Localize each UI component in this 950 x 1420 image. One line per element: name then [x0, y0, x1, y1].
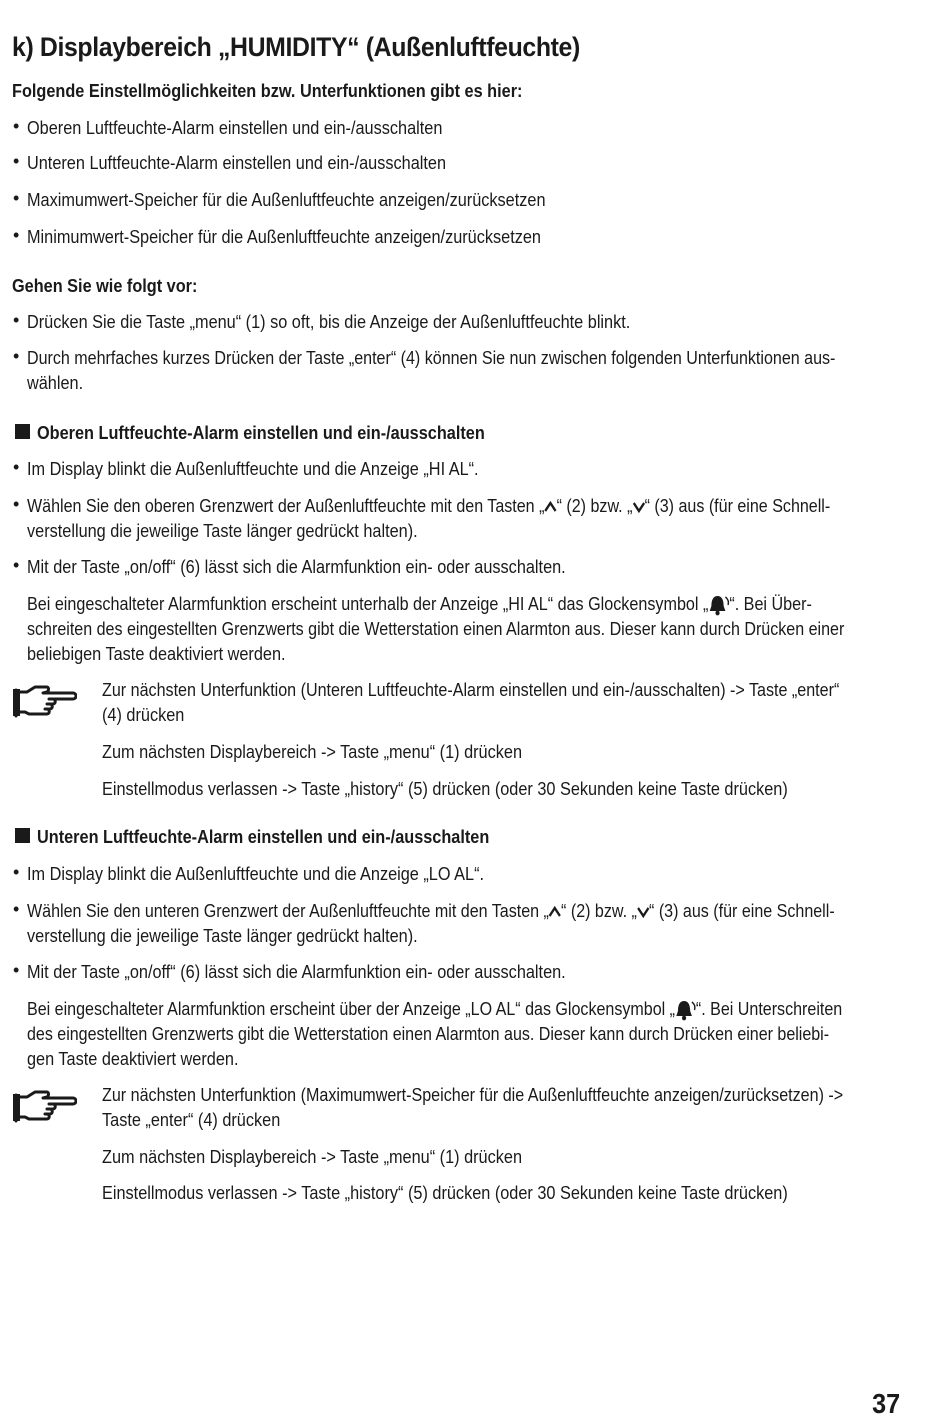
bullet-dot-icon: • — [13, 494, 20, 514]
bell-icon — [708, 594, 729, 616]
text-segment: “ (2) bzw. „ — [556, 495, 633, 516]
subsection-title-lower: Unteren Luftfeuchte-Alarm einstellen und ein-/ausschalten — [37, 826, 490, 847]
pointing-hand-icon — [13, 684, 77, 718]
paragraph-line — [27, 996, 842, 1021]
note-line: Zum nächsten Displaybereich -> Taste „menu“ (1) drücken — [102, 1146, 523, 1167]
bullet-dot-icon: • — [13, 116, 20, 136]
list-item: Unteren Luftfeuchte-Alarm einstellen und ein-/ausschalten — [27, 152, 447, 173]
list-item: Mit der Taste „on/off“ (6) lässt sich die Alarmfunktion ein- oder ausschalten. — [27, 961, 566, 982]
list-item: Im Display blinkt die Außenluftfeuchte und die Anzeige „HI AL“. — [27, 458, 479, 479]
bullet-dot-icon: • — [13, 862, 20, 882]
paragraph-line: beliebigen Taste deaktiviert werden. — [27, 643, 286, 664]
note-line: Einstellmodus verlassen -> Taste „history“ (5) drücken (oder 30 Sekunden keine Taste drücken) — [102, 778, 788, 799]
list-item: Im Display blinkt die Außenluftfeuchte und die Anzeige „LO AL“. — [27, 863, 485, 884]
list-item — [27, 493, 830, 518]
down-arrow-icon — [637, 905, 649, 919]
bullet-dot-icon: • — [13, 151, 20, 171]
note-line: Zur nächsten Unterfunktion (Maximumwert-Speicher für die Außenluftfeuchte anzeigen/zurücksetzen) -> — [102, 1084, 844, 1105]
black-square-icon — [15, 828, 30, 843]
text-segment: “ (3) aus (für eine Schnell- — [644, 495, 831, 516]
paragraph-line — [27, 591, 812, 616]
bullet-dot-icon: • — [13, 310, 20, 330]
down-arrow-icon — [632, 500, 644, 514]
bullet-dot-icon: • — [13, 457, 20, 477]
bell-icon — [675, 999, 696, 1021]
bullet-dot-icon: • — [13, 188, 20, 208]
bullet-dot-icon: • — [13, 899, 20, 919]
pointing-hand-icon — [13, 1089, 77, 1123]
section-heading: k) Displaybereich „HUMIDITY“ (Außenluftfeuchte) — [12, 32, 580, 62]
note-line: Zur nächsten Unterfunktion (Unteren Luftfeuchte-Alarm einstellen und ein-/ausschalten) -> Taste „enter“ — [102, 679, 840, 700]
paragraph-line: gen Taste deaktiviert werden. — [27, 1048, 239, 1069]
up-arrow-icon — [549, 905, 561, 919]
text-segment: “. Bei Unterschreiten — [695, 998, 843, 1019]
list-item: Minimumwert-Speicher für die Außenluftfeuchte anzeigen/zurücksetzen — [27, 226, 541, 247]
list-item-continuation: verstellung die jeweilige Taste länger gedrückt halten). — [27, 925, 418, 946]
note-line: Taste „enter“ (4) drücken — [102, 1109, 281, 1130]
list-item-continuation: verstellung die jeweilige Taste länger gedrückt halten). — [27, 520, 418, 541]
text-segment: Bei eingeschalteter Alarmfunktion erscheint unterhalb der Anzeige „HI AL“ das Glockensymbol „ — [27, 593, 709, 614]
note-line: (4) drücken — [102, 704, 185, 725]
bullet-dot-icon: • — [13, 555, 20, 575]
bullet-dot-icon: • — [13, 225, 20, 245]
text-segment: Bei eingeschalteter Alarmfunktion erscheint über der Anzeige „LO AL“ das Glockensymbol „ — [27, 998, 676, 1019]
note-line: Einstellmodus verlassen -> Taste „history“ (5) drücken (oder 30 Sekunden keine Taste drücken) — [102, 1182, 788, 1203]
text-segment: Wählen Sie den oberen Grenzwert der Außenluftfeuchte mit den Tasten „ — [27, 495, 545, 516]
list-item: Mit der Taste „on/off“ (6) lässt sich die Alarmfunktion ein- oder ausschalten. — [27, 556, 566, 577]
list-item: Oberen Luftfeuchte-Alarm einstellen und ein-/ausschalten — [27, 117, 443, 138]
intro-text: Folgende Einstellmöglichkeiten bzw. Unterfunktionen gibt es hier: — [12, 80, 523, 101]
page-number: 37 — [871, 1388, 900, 1419]
text-segment: Wählen Sie den unteren Grenzwert der Außenluftfeuchte mit den Tasten „ — [27, 900, 549, 921]
list-item-continuation: wählen. — [27, 372, 84, 393]
bullet-dot-icon: • — [13, 346, 20, 366]
note-line: Zum nächsten Displaybereich -> Taste „menu“ (1) drücken — [102, 741, 523, 762]
subsection-title-upper: Oberen Luftfeuchte-Alarm einstellen und ein-/ausschalten — [37, 422, 485, 443]
list-item: Maximumwert-Speicher für die Außenluftfeuchte anzeigen/zurücksetzen — [27, 189, 546, 210]
text-segment: “ (2) bzw. „ — [561, 900, 637, 921]
procedure-title: Gehen Sie wie folgt vor: — [12, 275, 198, 296]
black-square-icon — [15, 424, 30, 439]
list-item: Durch mehrfaches kurzes Drücken der Taste „enter“ (4) können Sie nun zwischen folgenden Unterfunktionen aus- — [27, 347, 836, 368]
up-arrow-icon — [544, 500, 556, 514]
text-segment: “. Bei Über- — [729, 593, 812, 614]
bullet-dot-icon: • — [13, 960, 20, 980]
paragraph-line: schreiten des eingestellten Grenzwerts gibt die Wetterstation einen Alarmton aus. Dieser kann durch Drücken einer — [27, 618, 845, 639]
list-item — [27, 898, 835, 923]
text-segment: “ (3) aus (für eine Schnell- — [649, 900, 835, 921]
paragraph-line: des eingestellten Grenzwerts gibt die Wetterstation einen Alarmton aus. Dieser kann durch Drücken einer beliebi- — [27, 1023, 830, 1044]
list-item: Drücken Sie die Taste „menu“ (1) so oft, bis die Anzeige der Außenluftfeuchte blinkt. — [27, 311, 631, 332]
